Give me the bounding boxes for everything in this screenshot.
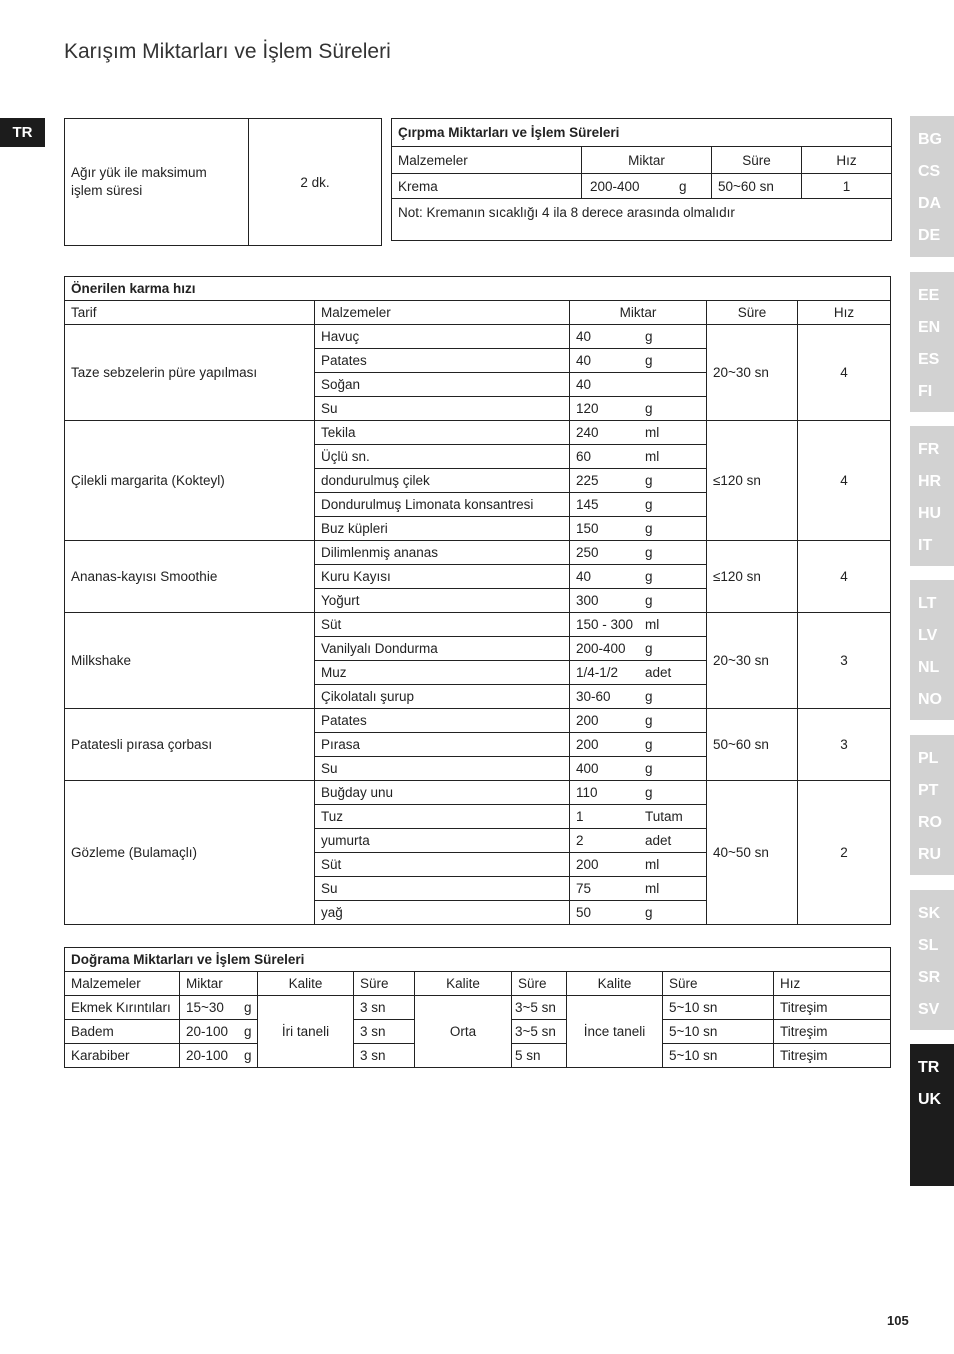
page-title: Karışım Miktarları ve İşlem Süreleri (64, 40, 391, 63)
whip-header: Hız (802, 147, 892, 174)
amount-value: 15~30 (186, 1000, 224, 1015)
amount-value: 250 (576, 545, 599, 560)
recipe-time: 20~30 sn (707, 325, 798, 421)
recipe-speed: 3 (798, 709, 891, 781)
amount-unit: g (645, 761, 653, 776)
ingredient-amount (570, 541, 707, 565)
ingredient-name: Üçlü sn. (315, 445, 570, 469)
chop-speed: Titreşim (774, 1044, 891, 1068)
lang-es[interactable]: ES (918, 351, 940, 368)
ingredient-name: Dondurulmuş Limonata konsantresi (315, 493, 570, 517)
amount-unit: g (645, 785, 653, 800)
ingredient-name: Pırasa (315, 733, 570, 757)
lang-group-2 (910, 272, 954, 412)
lang-cs[interactable]: CS (918, 163, 941, 180)
max-time-table (64, 118, 382, 246)
amount-value: 40 (576, 353, 592, 368)
ingredient-name: Soğan (315, 373, 570, 397)
lang-lv[interactable]: LV (918, 627, 938, 644)
whip-time: 50~60 sn (712, 174, 802, 199)
amount-unit: g (645, 713, 653, 728)
chop-time-coarse: 3 sn (354, 1020, 415, 1044)
ingredient-name: Vanilyalı Dondurma (315, 637, 570, 661)
ingredient-amount (570, 805, 707, 829)
whip-table-title: Çırpma Miktarları ve İşlem Süreleri (392, 119, 892, 147)
quality-fine: İnce taneli (567, 996, 663, 1068)
amount-value: 120 (576, 401, 599, 416)
recipe-speed: 4 (798, 325, 891, 421)
amount-value: 1/4-1/2 (576, 665, 619, 680)
lang-group-3 (910, 426, 954, 566)
ingredient-name: Patates (315, 709, 570, 733)
blend-header: Süre (707, 301, 798, 325)
recipe-speed: 2 (798, 781, 891, 925)
blend-table-title: Önerilen karma hızı (65, 277, 891, 301)
ingredient-name: Tuz (315, 805, 570, 829)
ingredient-name: yağ (315, 901, 570, 925)
chop-time-medium: 3~5 sn (512, 996, 567, 1020)
blend-header: Miktar (570, 301, 707, 325)
ingredient-amount (570, 637, 707, 661)
whip-header: Malzemeler (392, 147, 582, 174)
recipe-speed: 4 (798, 541, 891, 613)
quality-coarse: İri taneli (258, 996, 354, 1068)
lang-group-6 (910, 890, 954, 1030)
amount-unit: ml (645, 617, 660, 632)
amount-unit: Tutam (645, 809, 683, 824)
chop-header: Kalite (258, 972, 354, 996)
ingredient-name: yumurta (315, 829, 570, 853)
lang-de[interactable]: DE (918, 227, 941, 244)
chop-ingredient: Badem (65, 1020, 180, 1044)
lang-ro[interactable]: RO (918, 814, 942, 831)
ingredient-amount (570, 781, 707, 805)
lang-ru[interactable]: RU (918, 846, 942, 863)
recipe-time: ≤120 sn (707, 421, 798, 541)
amount-unit: g (645, 497, 653, 512)
recipe-time: 20~30 sn (707, 613, 798, 709)
ingredient-amount (570, 445, 707, 469)
whip-header: Süre (712, 147, 802, 174)
amount-value: 1 (576, 809, 584, 824)
lang-hu[interactable]: HU (918, 505, 942, 522)
ingredient-amount (570, 517, 707, 541)
amount-unit: g (645, 593, 653, 608)
amount-value: 200 (576, 713, 599, 728)
ingredient-amount (570, 709, 707, 733)
ingredient-amount (570, 661, 707, 685)
lang-group-1 (910, 116, 954, 257)
lang-uk[interactable]: UK (918, 1091, 942, 1108)
ingredient-amount (570, 565, 707, 589)
ingredient-name: Su (315, 757, 570, 781)
blend-header: Hız (798, 301, 891, 325)
chop-ingredient: Karabiber (65, 1044, 180, 1068)
ingredient-name: Buz küpleri (315, 517, 570, 541)
amount-value: 200-400 (576, 641, 626, 656)
amount-value: 30-60 (576, 689, 611, 704)
chop-header: Miktar (180, 972, 258, 996)
ingredient-name: Havuç (315, 325, 570, 349)
table-row (65, 613, 891, 637)
amount-unit: g (645, 641, 653, 656)
chop-amount (180, 1020, 258, 1044)
lang-ee[interactable]: EE (918, 287, 940, 304)
ingredient-amount (570, 397, 707, 421)
table-row (65, 541, 891, 565)
amount-unit: ml (645, 881, 660, 896)
lang-hr[interactable]: HR (918, 473, 942, 490)
amount-unit: ml (645, 449, 660, 464)
amount-unit: g (645, 353, 653, 368)
amount-value: 60 (576, 449, 592, 464)
amount-unit: adet (645, 665, 672, 680)
chop-header: Kalite (567, 972, 663, 996)
lang-group-5 (910, 735, 954, 875)
recipe-name: Çilekli margarita (Kokteyl) (65, 421, 315, 541)
recipe-time: ≤120 sn (707, 541, 798, 613)
ingredient-amount (570, 877, 707, 901)
recipe-speed: 4 (798, 421, 891, 541)
amount-unit: g (645, 401, 653, 416)
max-time-label: Ağır yük ile maksimum işlem süresi (65, 119, 249, 246)
recipe-name: Patatesli pırasa çorbası (65, 709, 315, 781)
recipe-name: Gözleme (Bulamaçlı) (65, 781, 315, 925)
ingredient-amount (570, 829, 707, 853)
amount-unit: g (645, 689, 653, 704)
lang-group-7 (910, 1044, 954, 1186)
amount-unit: g (645, 905, 653, 920)
blend-header: Tarif (65, 301, 315, 325)
amount-value: 150 - 300 (576, 617, 634, 632)
amount-value: 40 (576, 377, 592, 392)
lang-it[interactable]: IT (918, 537, 933, 554)
amount-value: 2 (576, 833, 584, 848)
ingredient-name: Süt (315, 853, 570, 877)
lang-pl[interactable]: PL (918, 750, 939, 767)
table-row (65, 781, 891, 805)
ingredient-amount (570, 901, 707, 925)
ingredient-amount (570, 469, 707, 493)
blend-table (64, 276, 891, 925)
amount-unit: g (645, 521, 653, 536)
chop-time-fine: 5~10 sn (663, 996, 774, 1020)
lang-sk[interactable]: SK (918, 905, 941, 922)
recipe-name: Milkshake (65, 613, 315, 709)
lang-bg[interactable]: BG (918, 131, 942, 148)
chop-header: Malzemeler (65, 972, 180, 996)
amount-value: 20-100 (186, 1048, 229, 1063)
amount-value: 20-100 (186, 1024, 229, 1039)
ingredient-amount (570, 493, 707, 517)
chop-header: Süre (512, 972, 567, 996)
ingredient-name: Patates (315, 349, 570, 373)
chop-speed: Titreşim (774, 1020, 891, 1044)
amount-unit: g (244, 1048, 252, 1063)
amount-value: 200 (576, 857, 599, 872)
amount-unit: ml (645, 857, 660, 872)
recipe-name: Taze sebzelerin püre yapılması (65, 325, 315, 421)
lang-lt[interactable]: LT (918, 595, 937, 612)
whip-amount: 200-400 g (582, 174, 712, 199)
ingredient-amount (570, 733, 707, 757)
amount-value: 400 (576, 761, 599, 776)
language-tab-tr: TR (0, 118, 45, 147)
lang-sv[interactable]: SV (918, 1001, 940, 1018)
ingredient-amount (570, 349, 707, 373)
amount-value: 50 (576, 905, 592, 920)
ingredient-amount (570, 757, 707, 781)
table-row (65, 325, 891, 349)
recipe-speed: 3 (798, 613, 891, 709)
amount-unit: g (645, 545, 653, 560)
chop-ingredient: Ekmek Kırıntıları (65, 996, 180, 1020)
amount-value: 40 (576, 329, 592, 344)
lang-sr[interactable]: SR (918, 969, 941, 986)
table-row (65, 421, 891, 445)
ingredient-name: Tekila (315, 421, 570, 445)
lang-fi[interactable]: FI (918, 383, 933, 400)
chop-table-title: Doğrama Miktarları ve İşlem Süreleri (65, 948, 891, 972)
lang-no[interactable]: NO (918, 691, 942, 708)
table-row (65, 709, 891, 733)
lang-pt[interactable]: PT (918, 782, 939, 799)
amount-value: 200 (576, 737, 599, 752)
ingredient-amount (570, 613, 707, 637)
recipe-time: 40~50 sn (707, 781, 798, 925)
ingredient-name: Su (315, 397, 570, 421)
chop-time-fine: 5~10 sn (663, 1020, 774, 1044)
ingredient-name: Su (315, 877, 570, 901)
quality-medium: Orta (415, 996, 512, 1068)
chop-amount (180, 1044, 258, 1068)
chop-header: Kalite (415, 972, 512, 996)
lang-da[interactable]: DA (918, 195, 942, 212)
ingredient-amount (570, 685, 707, 709)
lang-sl[interactable]: SL (918, 937, 939, 954)
lang-tr[interactable]: TR (918, 1059, 940, 1076)
lang-nl[interactable]: NL (918, 659, 940, 676)
whip-speed: 1 (802, 174, 892, 199)
blend-header: Malzemeler (315, 301, 570, 325)
recipe-name: Ananas-kayısı Smoothie (65, 541, 315, 613)
amount-unit: g (244, 1000, 252, 1015)
chop-time-medium: 5 sn (512, 1044, 567, 1068)
ingredient-name: dondurulmuş çilek (315, 469, 570, 493)
ingredient-name: Dilimlenmiş ananas (315, 541, 570, 565)
amount-unit: adet (645, 833, 672, 848)
amount-unit: ml (645, 425, 660, 440)
amount-unit: g (645, 329, 653, 344)
ingredient-name: Yoğurt (315, 589, 570, 613)
amount-unit: g (645, 473, 653, 488)
chop-header: Süre (663, 972, 774, 996)
lang-en[interactable]: EN (918, 319, 941, 336)
ingredient-name: Süt (315, 613, 570, 637)
amount-value: 40 (576, 569, 592, 584)
ingredient-amount (570, 325, 707, 349)
recipe-time: 50~60 sn (707, 709, 798, 781)
chop-time-coarse: 3 sn (354, 1044, 415, 1068)
max-time-value: 2 dk. (249, 119, 382, 246)
whip-table (391, 118, 892, 241)
amount-value: 110 (576, 785, 598, 800)
ingredient-amount (570, 589, 707, 613)
amount-value: 225 (576, 473, 599, 488)
amount-value: 145 (576, 497, 599, 512)
ingredient-amount (570, 373, 707, 397)
amount-unit: g (244, 1024, 252, 1039)
chop-time-coarse: 3 sn (354, 996, 415, 1020)
whip-ingredient: Krema (392, 174, 582, 199)
chop-time-fine: 5~10 sn (663, 1044, 774, 1068)
ingredient-name: Muz (315, 661, 570, 685)
chop-table (64, 947, 891, 1068)
ingredient-name: Çikolatalı şurup (315, 685, 570, 709)
ingredient-amount (570, 853, 707, 877)
whip-header: Miktar (582, 147, 712, 174)
chop-speed: Titreşim (774, 996, 891, 1020)
amount-unit: g (645, 737, 653, 752)
whip-note: Not: Kremanın sıcaklığı 4 ila 8 derece arasında olmalıdır (392, 199, 892, 241)
chop-header: Hız (774, 972, 891, 996)
amount-value: 240 (576, 425, 599, 440)
amount-value: 150 (576, 521, 599, 536)
page-number: 105 (887, 1313, 909, 1328)
chop-amount (180, 996, 258, 1020)
ingredient-name: Kuru Kayısı (315, 565, 570, 589)
chop-header: Süre (354, 972, 415, 996)
lang-fr[interactable]: FR (918, 441, 940, 458)
chop-time-medium: 3~5 sn (512, 1020, 567, 1044)
amount-value: 300 (576, 593, 599, 608)
ingredient-name: Buğday unu (315, 781, 570, 805)
lang-group-4 (910, 580, 954, 720)
table-row (65, 996, 891, 1020)
amount-value: 75 (576, 881, 592, 896)
amount-unit: g (645, 569, 653, 584)
ingredient-amount (570, 421, 707, 445)
